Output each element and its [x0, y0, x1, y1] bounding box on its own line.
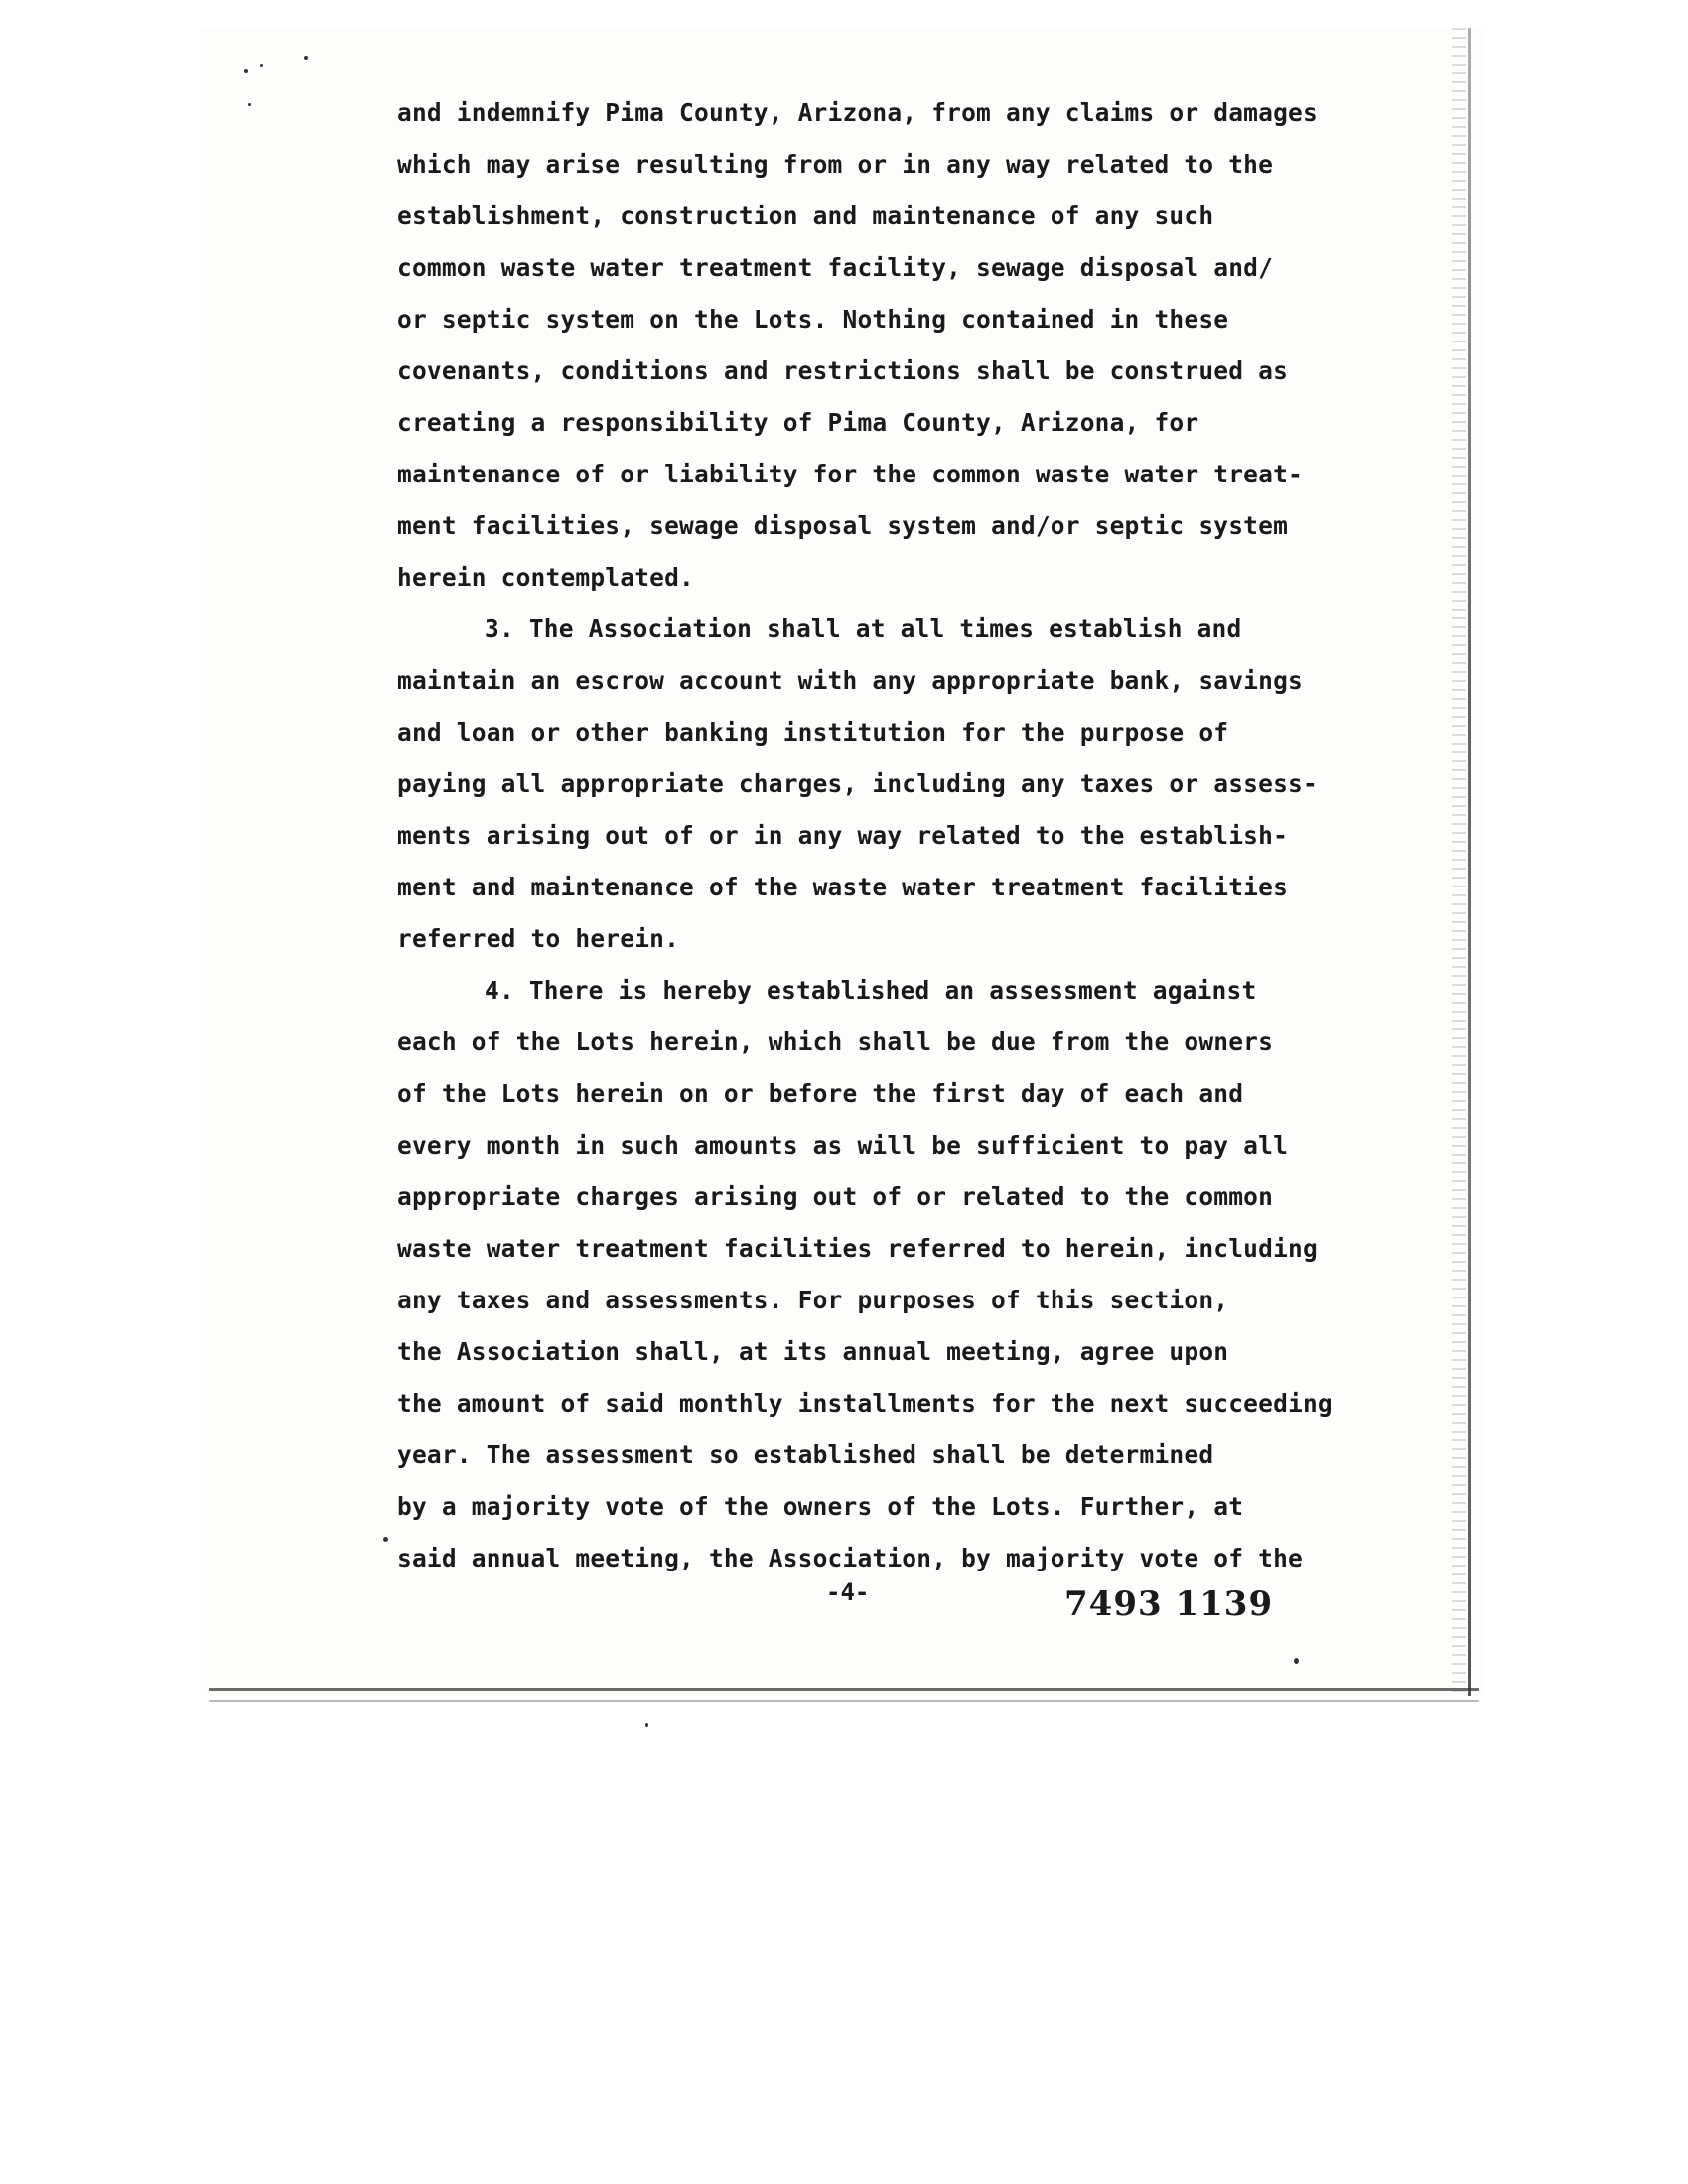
text-line: year. The assessment so established shall be determined	[397, 1440, 1214, 1469]
text-line: by a majority vote of the owners of the Lots. Further, at	[397, 1492, 1244, 1521]
text-line: establishment, construction and maintenance of any such	[397, 202, 1214, 230]
text-line: herein contemplated.	[397, 563, 695, 592]
text-line: or septic system on the Lots. Nothing contained in these	[397, 305, 1229, 334]
paragraph-4-start: 4. There is hereby established an assessment against	[485, 976, 1257, 1005]
paragraph-3-start: 3. The Association shall at all times establish and	[485, 614, 1242, 643]
scan-speck	[248, 103, 251, 106]
text-line: ments arising out of or in any way related to the establish-	[397, 821, 1289, 850]
text-line: of the Lots herein on or before the first day of each and	[397, 1079, 1244, 1108]
text-line: common waste water treatment facility, sewage disposal and/	[397, 253, 1274, 282]
text-line: the Association shall, at its annual meeting, agree upon	[397, 1337, 1229, 1366]
page-bottom-edge	[209, 1688, 1479, 1691]
text-line: any taxes and assessments. For purposes of this section,	[397, 1286, 1229, 1314]
text-line: each of the Lots herein, which shall be due from the owners	[397, 1027, 1274, 1056]
text-line: ment facilities, sewage disposal system and/or septic system	[397, 511, 1289, 540]
page-number: -4-	[826, 1578, 870, 1606]
scan-speck	[260, 64, 263, 67]
page-bottom-edge-shadow	[209, 1700, 1479, 1702]
text-line: covenants, conditions and restrictions shall be construed as	[397, 356, 1289, 385]
document-body	[397, 87, 1390, 1584]
page-edge-speckle	[1452, 28, 1466, 1696]
text-line: paying all appropriate charges, including any taxes or assess-	[397, 769, 1318, 798]
scan-speck	[383, 1537, 388, 1542]
scan-speck	[244, 69, 248, 73]
docket-number-stamp: 7493 1139	[1064, 1584, 1274, 1624]
text-line: and loan or other banking institution for the purpose of	[397, 718, 1229, 747]
text-line: which may arise resulting from or in any way related to the	[397, 150, 1274, 179]
text-line: maintenance of or liability for the common waste water treat-	[397, 460, 1303, 488]
scan-speck	[1294, 1658, 1299, 1664]
text-line: appropriate charges arising out of or related to the common	[397, 1182, 1274, 1211]
text-line: referred to herein.	[397, 924, 680, 953]
text-line: maintain an escrow account with any appropriate bank, savings	[397, 666, 1303, 695]
text-line: every month in such amounts as will be sufficient to pay all	[397, 1131, 1289, 1160]
text-line: the amount of said monthly installments for the next succeeding	[397, 1389, 1333, 1418]
scan-speck	[304, 56, 308, 60]
page-right-edge	[1468, 28, 1471, 1696]
text-line: ment and maintenance of the waste water treatment facilities	[397, 873, 1289, 901]
text-line: said annual meeting, the Association, by majority vote of the	[397, 1544, 1303, 1572]
text-line: and indemnify Pima County, Arizona, from any claims or damages	[397, 98, 1318, 127]
scan-speck	[645, 1723, 648, 1727]
text-line: creating a responsibility of Pima County, Arizona, for	[397, 408, 1199, 437]
text-line: waste water treatment facilities referred to herein, including	[397, 1234, 1318, 1263]
